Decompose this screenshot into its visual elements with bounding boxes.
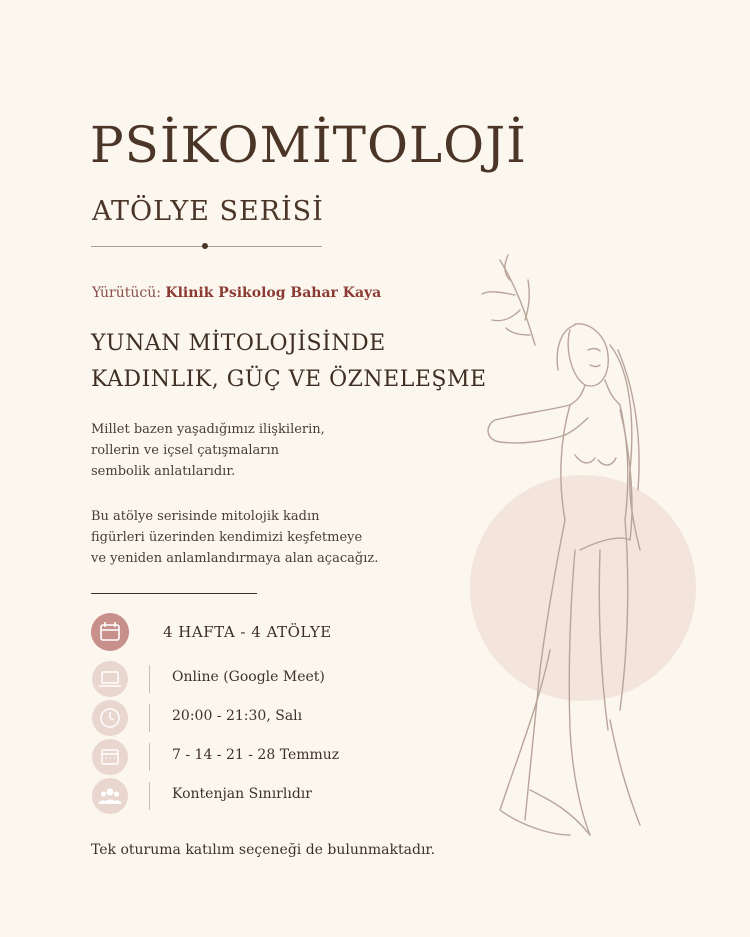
laptop-icon (92, 661, 128, 697)
description-line-2: figürleri üzerinden kendimizi keşfetmeye (91, 530, 363, 545)
item-separator (149, 665, 150, 693)
description-line-3: ve yeniden anlamlandırmaya alan açacağız. (91, 551, 379, 566)
item-separator (149, 704, 150, 732)
description-paragraph (91, 506, 378, 569)
calendar-main-icon (91, 613, 129, 651)
heading-line-1: YUNAN MİTOLOJİSİNDE (91, 331, 386, 356)
capacity-text: Kontenjan Sınırlıdır (172, 786, 312, 802)
footer-note: Tek oturuma katılım seçeneği de bulunmaktadır. (91, 842, 436, 858)
workshop-heading (91, 326, 487, 398)
page-title: PSİKOMİTOLOJİ (90, 116, 527, 174)
intro-paragraph (91, 419, 325, 482)
item-separator (149, 743, 150, 771)
divider-dot (202, 243, 208, 249)
dates-text: 7 - 14 - 21 - 28 Temmuz (172, 747, 340, 763)
time-text: 20:00 - 21:30, Salı (172, 708, 303, 724)
facilitator-line (92, 285, 381, 301)
people-icon (92, 778, 128, 814)
clock-icon (92, 700, 128, 736)
intro-line-3: sembolik anlatılarıdır. (91, 464, 236, 479)
calendar-icon (92, 739, 128, 775)
description-line-1: Bu atölye serisinde mitolojik kadın (91, 509, 320, 524)
facilitator-name: Klinik Psikolog Bahar Kaya (165, 285, 382, 301)
statue-illustration (470, 250, 670, 850)
facilitator-label: Yürütücü: (92, 285, 161, 301)
intro-line-1: Millet bazen yaşadığımız ilişkilerin, (91, 422, 325, 437)
page-subtitle: ATÖLYE SERİSİ (92, 196, 324, 227)
item-separator (149, 782, 150, 810)
section-divider (91, 593, 257, 594)
heading-line-2: KADINLIK, GÜÇ VE ÖZNELEŞME (91, 367, 487, 392)
format-text: Online (Google Meet) (172, 669, 325, 685)
weeks-label: 4 HAFTA - 4 ATÖLYE (163, 623, 332, 641)
intro-line-2: rollerin ve içsel çatışmaların (91, 443, 280, 458)
